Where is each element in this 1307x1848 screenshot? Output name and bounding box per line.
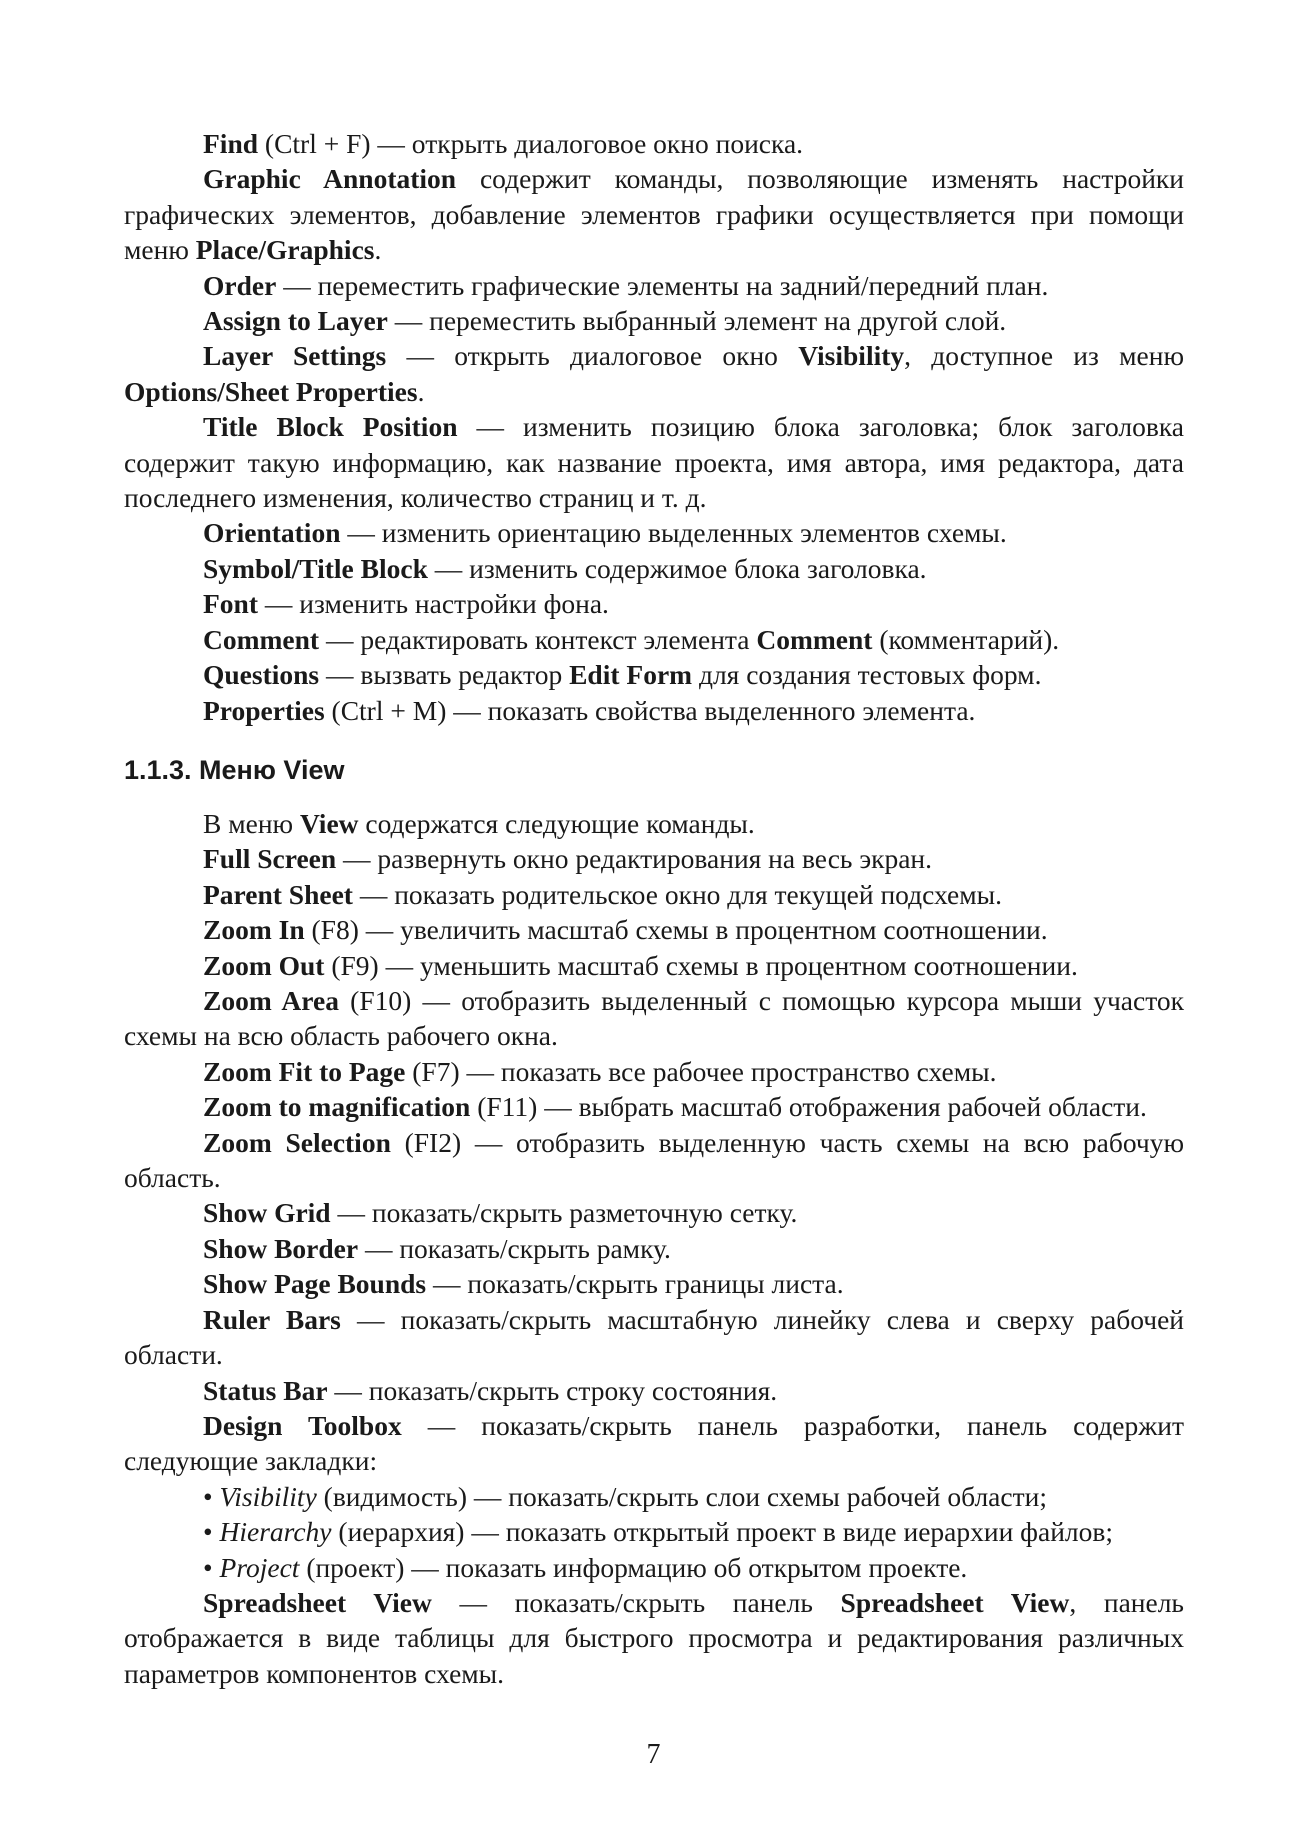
paragraph bbox=[124, 586, 1184, 621]
menu-view-commands bbox=[124, 806, 1184, 1691]
paragraph-text: — развернуть окно редактирования на весь экран. bbox=[336, 843, 933, 875]
paragraph bbox=[124, 1373, 1184, 1408]
paragraph-text: (F10) — отобразить выделенный с помощью курсора мыши участок схемы на всю область рабочего окна. bbox=[124, 985, 1184, 1052]
command-name: Orientation bbox=[203, 517, 341, 549]
paragraph-text: (иерархия) — показать открытый проект в виде иерархии файлов; bbox=[331, 1516, 1114, 1548]
command-name: Graphic Annotation bbox=[203, 163, 457, 195]
paragraph-text: (проект) — показать информацию об открытом проекте. bbox=[299, 1551, 968, 1583]
paragraph-text: — показать/скрыть панель bbox=[431, 1586, 841, 1618]
command-name: Properties bbox=[203, 694, 325, 726]
paragraph bbox=[124, 1125, 1184, 1196]
command-name: Find bbox=[203, 128, 259, 159]
paragraph-text: содержатся следующие команды. bbox=[358, 808, 755, 839]
command-name: Visibility bbox=[798, 340, 905, 372]
paragraph bbox=[124, 551, 1184, 586]
command-name: Questions bbox=[203, 659, 320, 691]
command-name: Order bbox=[203, 269, 277, 301]
paragraph bbox=[124, 338, 1184, 409]
paragraph-text: для создания тестовых форм. bbox=[692, 659, 1042, 691]
paragraph-text: (Ctrl + M) — показать свойства выделенного элемента. bbox=[324, 694, 976, 726]
paragraph-text: • bbox=[203, 1516, 220, 1548]
command-name: Comment bbox=[203, 623, 320, 655]
paragraph-text: • bbox=[203, 1480, 220, 1512]
paragraph-text: — показать/скрыть границы листа. bbox=[426, 1268, 844, 1300]
paragraph bbox=[124, 693, 1184, 728]
command-name: Status Bar bbox=[203, 1374, 328, 1406]
command-name: Zoom Selection bbox=[203, 1126, 391, 1158]
paragraph bbox=[124, 1089, 1184, 1124]
paragraph-text: — вызвать редактор bbox=[319, 659, 570, 691]
command-name: Design Toolbox bbox=[203, 1409, 402, 1441]
paragraph bbox=[124, 657, 1184, 692]
paragraph bbox=[124, 1550, 1184, 1585]
command-name: Place/Graphics bbox=[195, 234, 375, 266]
command-name: Zoom Fit to Page bbox=[203, 1055, 406, 1087]
paragraph bbox=[124, 1514, 1184, 1549]
command-name: Zoom In bbox=[203, 914, 305, 946]
page-number: 7 bbox=[646, 1739, 661, 1770]
paragraph-text: (F9) — уменьшить масштаб схемы в процентном соотношении. bbox=[324, 949, 1078, 981]
paragraph-text: (Ctrl + F) — открыть диалоговое окно поиска. bbox=[258, 128, 804, 159]
paragraph-text: — показать/скрыть масштабную линейку слева и сверху рабочей области. bbox=[124, 1303, 1185, 1371]
paragraph bbox=[124, 303, 1184, 338]
paragraph-text: • bbox=[203, 1551, 220, 1583]
command-name: View bbox=[299, 808, 359, 839]
paragraph bbox=[124, 1266, 1184, 1301]
paragraph bbox=[124, 806, 1184, 841]
command-name: Options/Sheet Properties bbox=[124, 375, 418, 407]
command-name: Edit Form bbox=[569, 659, 693, 691]
command-name: Comment bbox=[756, 623, 873, 655]
paragraph-text: (F7) — показать все рабочее пространство схемы. bbox=[405, 1055, 997, 1087]
paragraph-text: . bbox=[417, 375, 425, 407]
paragraph bbox=[124, 126, 1184, 161]
paragraph-text: . bbox=[374, 234, 382, 266]
paragraph-text: содержит команды, позволяющие изменять настройки графических элементов, добавление элементов графики осуществляется при помощи меню bbox=[124, 163, 1185, 266]
paragraph bbox=[124, 268, 1184, 303]
command-name: Font bbox=[203, 588, 258, 620]
paragraph bbox=[124, 1231, 1184, 1266]
command-name: Show Border bbox=[203, 1232, 359, 1264]
paragraph bbox=[124, 841, 1184, 876]
command-name: Zoom to magnification bbox=[203, 1091, 471, 1123]
paragraph-text: — изменить позицию блока заголовка; блок заголовка содержит такую информацию, как название проекта, имя автора, имя редактора, дата последнего изменения, количество страниц и т. д. bbox=[124, 411, 1184, 514]
paragraph-text: (FI2) — отобразить выделенную часть схемы на всю рабочую область. bbox=[124, 1126, 1184, 1194]
paragraph bbox=[124, 161, 1184, 267]
paragraph bbox=[124, 877, 1184, 912]
paragraph-text: — показать/скрыть строку состояния. bbox=[327, 1374, 778, 1406]
paragraph bbox=[124, 515, 1184, 550]
paragraph-text: (F11) — выбрать масштаб отображения рабочей области. bbox=[470, 1091, 1147, 1123]
tab-name: Visibility bbox=[219, 1480, 317, 1512]
command-name: Layer Settings bbox=[203, 340, 387, 372]
command-name: Spreadsheet View bbox=[203, 1586, 432, 1618]
paragraph bbox=[124, 1585, 1184, 1691]
paragraph-text: В меню bbox=[203, 808, 300, 839]
paragraph-text: — показать/скрыть панель разработки, панель содержит следующие закладки: bbox=[124, 1409, 1184, 1477]
paragraph bbox=[124, 622, 1184, 657]
command-name: Title Block Position bbox=[203, 411, 458, 443]
paragraph bbox=[124, 1302, 1184, 1373]
paragraph-text: — показать/скрыть рамку. bbox=[358, 1232, 671, 1264]
command-name: Parent Sheet bbox=[203, 878, 353, 910]
command-name: Spreadsheet View bbox=[840, 1586, 1070, 1618]
paragraph-text: — переместить выбранный элемент на другой слой. bbox=[387, 305, 1007, 337]
paragraph bbox=[124, 1195, 1184, 1230]
command-name: Show Grid bbox=[203, 1197, 331, 1229]
paragraph-text: — редактировать контекст элемента bbox=[319, 623, 757, 655]
paragraph-text: — изменить настройки фона. bbox=[258, 588, 609, 620]
command-name: Show Page Bounds bbox=[203, 1268, 427, 1300]
paragraph-text: — изменить содержимое блока заголовка. bbox=[427, 552, 927, 584]
command-name: Symbol/Title Block bbox=[203, 552, 428, 584]
paragraph-text: (видимость) — показать/скрыть слои схемы рабочей области; bbox=[316, 1480, 1047, 1512]
paragraph-text: — показать родительское окно для текущей подсхемы. bbox=[352, 878, 1002, 910]
paragraph bbox=[124, 948, 1184, 983]
command-name: Zoom Out bbox=[203, 949, 325, 981]
paragraph bbox=[124, 1479, 1184, 1514]
command-name: Assign to Layer bbox=[203, 305, 388, 337]
paragraph-text: — открыть диалоговое окно bbox=[386, 340, 799, 372]
paragraph bbox=[124, 1408, 1184, 1479]
tab-name: Hierarchy bbox=[219, 1516, 332, 1548]
paragraph-text: (комментарий). bbox=[872, 623, 1060, 655]
paragraph-text: — переместить графические элементы на задний/передний план. bbox=[276, 269, 1049, 301]
paragraph-text: , доступное из меню bbox=[904, 340, 1184, 372]
section-heading: 1.1.3. Меню View bbox=[124, 755, 345, 785]
command-name: Full Screen bbox=[203, 843, 337, 875]
paragraph bbox=[124, 983, 1184, 1054]
paragraph bbox=[124, 409, 1184, 515]
tab-name: Project bbox=[219, 1551, 300, 1583]
paragraph-text: — показать/скрыть разметочную сетку. bbox=[330, 1197, 798, 1229]
paragraph bbox=[124, 912, 1184, 947]
paragraph-text: — изменить ориентацию выделенных элементов схемы. bbox=[340, 517, 1007, 549]
paragraph-text: (F8) — увеличить масштаб схемы в процентном соотношении. bbox=[304, 914, 1048, 946]
paragraph-text: , панель отображается в виде таблицы для быстрого просмотра и редактирования различных параметров компонентов схемы. bbox=[124, 1586, 1184, 1689]
command-name: Zoom Area bbox=[203, 985, 339, 1017]
command-name: Ruler Bars bbox=[203, 1303, 341, 1335]
menu-edit-commands-continued bbox=[124, 126, 1184, 728]
paragraph bbox=[124, 1054, 1184, 1089]
